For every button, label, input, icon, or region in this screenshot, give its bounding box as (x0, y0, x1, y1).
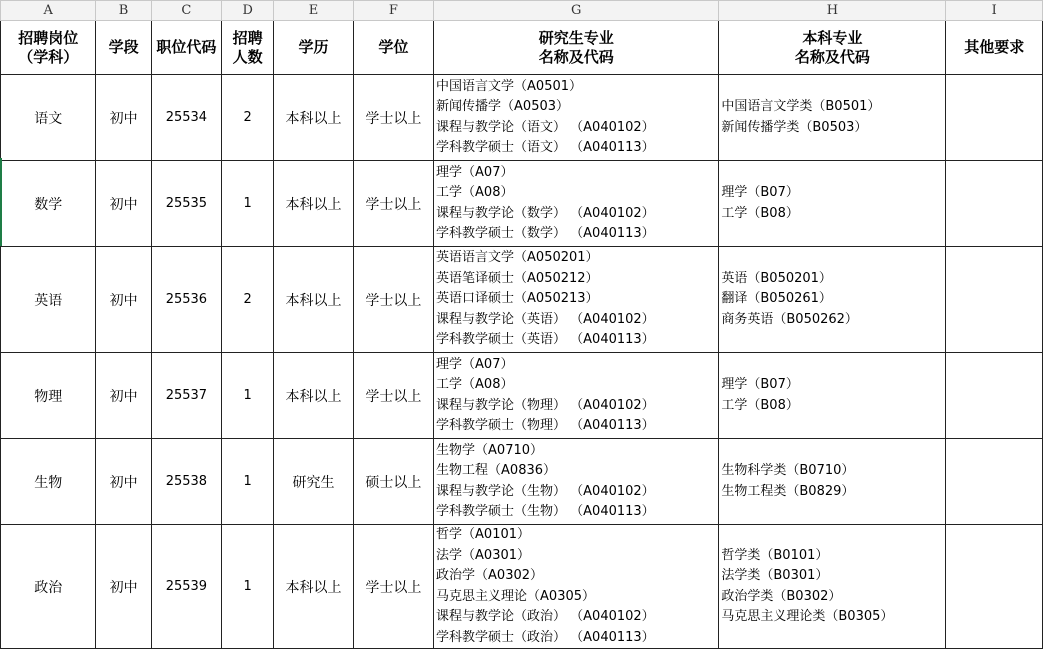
undergrad-major-line: 马克思主义理论类（B0305） (721, 609, 894, 624)
header-undergrad-major-cell[interactable]: 本科专业 名称及代码 (719, 21, 946, 75)
header-stage-cell[interactable]: 学段 (96, 21, 151, 75)
cell-post[interactable]: 语文 (1, 75, 96, 161)
cell-degree[interactable]: 学士以上 (353, 75, 433, 161)
column-header-F[interactable]: F (353, 1, 433, 21)
grad-major-line: 工学（A08） (436, 185, 514, 200)
table-row (1, 75, 1043, 161)
column-header-I[interactable]: I (946, 1, 1043, 21)
grad-major-line: 课程与教学论（生物） （A040102） (436, 483, 655, 499)
cell-grad-majors[interactable] (434, 525, 719, 649)
cell-count[interactable]: 1 (222, 439, 274, 525)
grad-major-line: 课程与教学论（政治） （A040102） (436, 609, 655, 624)
header-other-cell[interactable]: 其他要求 (946, 21, 1043, 75)
cell-other[interactable] (946, 525, 1043, 649)
grad-major-line: 学科教学硕士（物理） （A040113） (436, 418, 655, 433)
cell-stage[interactable]: 初中 (96, 353, 151, 439)
cell-grad-majors[interactable] (434, 161, 719, 247)
table-row (1, 525, 1043, 649)
cell-stage[interactable]: 初中 (96, 75, 151, 161)
cell-undergrad-majors[interactable] (719, 75, 946, 161)
grad-major-line: 课程与教学论（数学） （A040102） (436, 205, 655, 221)
grad-major-line: 政治学（A0302） (436, 568, 544, 583)
header-degree-cell[interactable]: 学位 (353, 21, 433, 75)
header-code-cell[interactable]: 职位代码 (151, 21, 221, 75)
cell-post[interactable]: 英语 (1, 247, 96, 353)
cell-degree[interactable]: 学士以上 (353, 161, 433, 247)
cell-education[interactable]: 本科以上 (274, 525, 353, 649)
cell-education[interactable]: 本科以上 (274, 161, 353, 247)
column-header-H[interactable]: H (719, 1, 946, 21)
cell-stage[interactable]: 初中 (96, 247, 151, 353)
cell-count[interactable]: 1 (222, 353, 274, 439)
grad-major-line: 新闻传播学（A0503） (436, 99, 570, 114)
grad-major-line: 工学（A08） (436, 377, 514, 392)
undergrad-major-line: 政治学类（B0302） (721, 588, 842, 604)
grad-major-line: 课程与教学论（英语） （A040102） (436, 311, 655, 327)
cell-other[interactable] (946, 439, 1043, 525)
header-post-cell[interactable]: 招聘岗位 （学科） (1, 21, 96, 75)
undergrad-major-line: 哲学类（B0101） (721, 547, 829, 563)
cell-degree[interactable]: 学士以上 (353, 525, 433, 649)
column-header-D[interactable]: D (222, 1, 274, 21)
cell-other[interactable] (946, 161, 1043, 247)
cell-count[interactable]: 1 (222, 525, 274, 649)
undergrad-major-line: 工学（B08） (721, 205, 799, 221)
cell-undergrad-majors[interactable] (719, 525, 946, 649)
cell-education[interactable]: 研究生 (274, 439, 353, 525)
cell-count[interactable]: 1 (222, 161, 274, 247)
column-header-C[interactable]: C (151, 1, 221, 21)
cell-code[interactable]: 25539 (151, 525, 221, 649)
grad-major-line: 哲学（A0101） (436, 527, 531, 542)
header-education-cell[interactable]: 学历 (274, 21, 353, 75)
undergrad-major-line: 生物工程类（B0829） (721, 483, 855, 499)
cell-post[interactable]: 生物 (1, 439, 96, 525)
grad-major-line: 学科教学硕士（语文） （A040113） (436, 140, 655, 155)
cell-code[interactable]: 25537 (151, 353, 221, 439)
grad-major-line: 生物工程（A0836） (436, 463, 557, 478)
cell-undergrad-majors[interactable] (719, 161, 946, 247)
cell-code[interactable]: 25538 (151, 439, 221, 525)
undergrad-major-line: 生物科学类（B0710） (721, 463, 855, 478)
cell-other[interactable] (946, 75, 1043, 161)
grad-major-line: 马克思主义理论（A0305） (436, 588, 596, 604)
cell-grad-majors[interactable] (434, 439, 719, 525)
column-header-E[interactable]: E (274, 1, 353, 21)
cell-education[interactable]: 本科以上 (274, 247, 353, 353)
undergrad-major-line: 英语（B050201） (721, 270, 832, 286)
column-header-row (1, 1, 1043, 21)
grad-major-line: 学科教学硕士（英语） （A040113） (436, 332, 655, 348)
cell-undergrad-majors[interactable] (719, 439, 946, 525)
header-count-cell[interactable]: 招聘 人数 (222, 21, 274, 75)
cell-stage[interactable]: 初中 (96, 439, 151, 525)
cell-degree[interactable]: 学士以上 (353, 247, 433, 353)
grad-major-line: 学科教学硕士（政治） （A040113） (436, 629, 655, 645)
grad-major-line: 学科教学硕士（数学） （A040113） (436, 226, 655, 241)
grad-major-line: 中国语言文学（A0501） (436, 78, 583, 94)
grad-major-line: 法学（A0301） (436, 547, 531, 563)
cell-undergrad-majors[interactable] (719, 353, 946, 439)
table-row (1, 353, 1043, 439)
cell-grad-majors[interactable] (434, 247, 719, 353)
cell-other[interactable] (946, 353, 1043, 439)
cell-stage[interactable]: 初中 (96, 525, 151, 649)
cell-degree[interactable]: 学士以上 (353, 353, 433, 439)
grad-major-line: 英语笔译硕士（A050212） (436, 270, 599, 286)
cell-grad-majors[interactable] (434, 75, 719, 161)
column-header-G[interactable]: G (434, 1, 719, 21)
cell-code[interactable]: 25534 (151, 75, 221, 161)
grad-major-line: 课程与教学论（物理） （A040102） (436, 397, 655, 413)
undergrad-major-line: 理学（B07） (721, 377, 799, 392)
active-row-indicator (0, 158, 2, 246)
undergrad-major-line: 工学（B08） (721, 397, 799, 413)
cell-grad-majors[interactable] (434, 353, 719, 439)
undergrad-major-line: 商务英语（B050262） (721, 311, 858, 327)
cell-education[interactable]: 本科以上 (274, 353, 353, 439)
grad-major-line: 英语语言文学（A050201） (436, 250, 599, 266)
cell-count[interactable]: 2 (222, 75, 274, 161)
cell-post[interactable]: 物理 (1, 353, 96, 439)
column-header-A[interactable]: A (1, 1, 96, 21)
undergrad-major-line: 翻译（B050261） (721, 291, 832, 307)
grad-major-line: 理学（A07） (436, 164, 514, 180)
undergrad-major-line: 新闻传播学类（B0503） (721, 119, 868, 135)
cell-code[interactable]: 25535 (151, 161, 221, 247)
grad-major-line: 学科教学硕士（生物） （A040113） (436, 504, 655, 519)
cell-post[interactable]: 政治 (1, 525, 96, 649)
grad-major-line: 生物学（A0710） (436, 442, 544, 458)
cell-count[interactable]: 2 (222, 247, 274, 353)
cell-undergrad-majors[interactable] (719, 247, 946, 353)
header-grad-major-cell[interactable]: 研究生专业 名称及代码 (434, 21, 719, 75)
cell-code[interactable]: 25536 (151, 247, 221, 353)
column-header-B[interactable]: B (96, 1, 151, 21)
grad-major-line: 理学（A07） (436, 356, 514, 372)
table-row (1, 439, 1043, 525)
undergrad-major-line: 法学类（B0301） (721, 568, 829, 583)
grad-major-line: 课程与教学论（语文） （A040102） (436, 119, 655, 135)
table-header-row (1, 21, 1043, 75)
table-row (1, 247, 1043, 353)
cell-stage[interactable]: 初中 (96, 161, 151, 247)
undergrad-major-line: 理学（B07） (721, 185, 799, 200)
undergrad-major-line: 中国语言文学类（B0501） (721, 99, 881, 114)
cell-other[interactable] (946, 247, 1043, 353)
table-row (1, 161, 1043, 247)
cell-degree[interactable]: 硕士以上 (353, 439, 433, 525)
cell-education[interactable]: 本科以上 (274, 75, 353, 161)
cell-post[interactable]: 数学 (1, 161, 96, 247)
grad-major-line: 英语口译硕士（A050213） (436, 291, 599, 307)
